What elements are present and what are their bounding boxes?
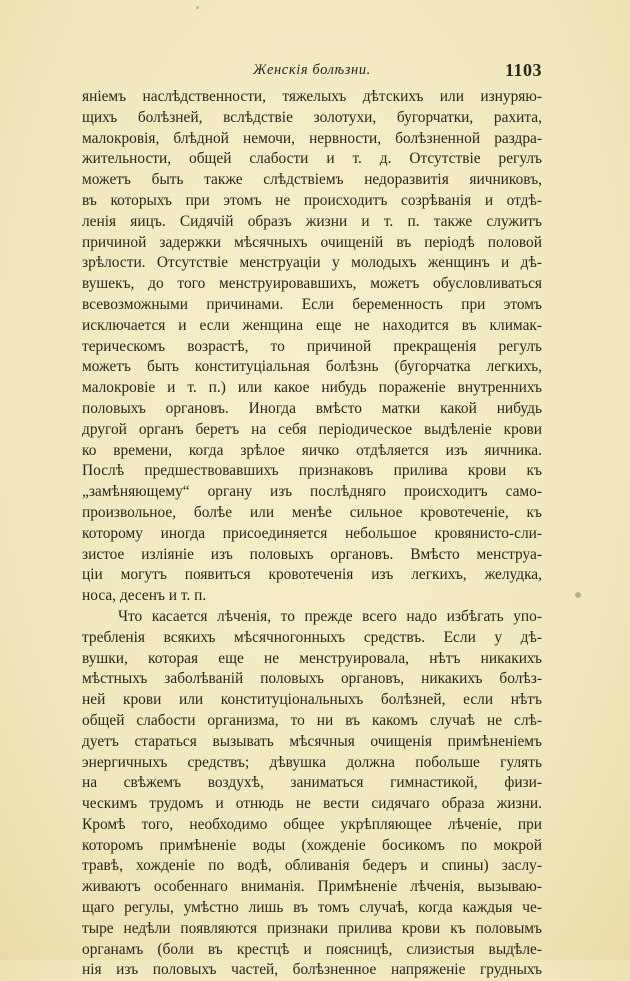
text-line: ческимъ трудомъ и отнюдь не вести сидячаго образа жизни.: [82, 795, 542, 813]
text-line: щаго регулы, умѣстно лишь въ томъ случаѣ, когда каждыя че-: [82, 899, 542, 917]
text-line: общей слабости организма, то ни въ какомъ случаѣ не слѣ-: [82, 711, 542, 729]
text-line: вушекъ, до того менструировавшихъ, можетъ обусловливаться: [82, 275, 542, 293]
text-line: малокровіе и т. п.) или какое нибудь пораженіе внутреннихъ: [82, 379, 542, 397]
text-line: причиной задержки мѣсячныхъ очищеній въ періодѣ половой: [82, 233, 542, 251]
text-line: въ которыхъ при этомъ не происходитъ созрѣванія и отдѣ-: [82, 191, 542, 209]
text-line: Послѣ предшествовавшихъ признаковъ прилива крови къ: [82, 462, 542, 480]
text-line: терическомъ возрастѣ, то причиной прекращенія регулъ: [82, 337, 542, 355]
text-line: ціи могутъ появиться кровотеченія изъ легкихъ, желудка,: [82, 566, 542, 584]
text-line: исключается и если женщина еще не находится въ климак-: [82, 316, 542, 334]
page-number: 1103: [504, 60, 542, 80]
text-line: которомъ примѣненіе воды (хожденіе босикомъ по мокрой: [82, 836, 542, 854]
text-line: ко времени, когда зрѣлое яичко отдѣляется изъ яичника.: [82, 441, 542, 459]
text-line: ленія яицъ. Сидячій образъ жизни и т. п. также служитъ: [82, 212, 542, 230]
text-line: „замѣняющему“ органу изъ послѣдняго происходитъ само-: [82, 483, 542, 501]
text-line: тыре недѣли появляются признаки прилива крови къ половымъ: [82, 919, 542, 937]
paper-speck: [196, 6, 199, 9]
text-line: вушки, которая еще не менструировала, нѣтъ никакихъ: [82, 649, 542, 667]
text-line: жительности, общей слабости и т. д. Отсутствіе регулъ: [82, 150, 542, 168]
text-line: травѣ, хожденіе по водѣ, обливанія бедеръ и спины) заслу-: [82, 857, 542, 875]
text-line: другой органъ беретъ на себя періодическое выдѣленіе крови: [82, 420, 542, 438]
text-line: всевозможными причинами. Если беременность при этомъ: [82, 295, 542, 313]
text-line: дуетъ стараться вызывать мѣсячныя очищенія примѣненіемъ: [82, 732, 542, 750]
paragraph-end-line: носа, десенъ и т. п.: [82, 587, 207, 605]
body-text: [82, 87, 542, 981]
text-line: на свѣжемъ воздухѣ, заниматься гимнастикой, физи-: [82, 774, 542, 792]
text-line: можетъ быть конституціальная болѣзнь (бугорчатка легкихъ,: [82, 358, 542, 376]
text-line: требленія всякихъ мѣсячногонныхъ средствъ. Если у дѣ-: [82, 628, 542, 646]
text-line: произвольное, болѣе или менѣе сильное кровотеченіе, къ: [82, 503, 542, 521]
text-line: живаютъ особеннаго вниманія. Примѣненіе лѣченія, вызываю-: [82, 878, 542, 896]
text-line: яніемъ наслѣдственности, тяжелыхъ дѣтскихъ или изнуряю-: [82, 88, 542, 105]
text-line: Кромѣ того, необходимо общее укрѣпляющее лѣченіе, при: [82, 815, 542, 833]
paper-speck: [575, 592, 581, 598]
running-title: Женскія болѣзни.: [253, 62, 371, 78]
text-line: ней крови или конституціональныхъ болѣзней, если нѣтъ: [82, 691, 542, 709]
text-line: можетъ быть также слѣдствіемъ недоразвитія яичниковъ,: [82, 171, 542, 189]
text-line: мѣстныхъ заболѣваній половыхъ органовъ, никакихъ болѣз-: [82, 670, 542, 688]
text-line: органамъ (боли въ крестцѣ и поясницѣ, слизистыя выдѣле-: [82, 940, 542, 958]
text-line: зрѣлости. Отсутствіе менструаціи у молодыхъ женщинъ и дѣ-: [82, 254, 542, 272]
text-line: энергичныхъ средствъ; дѣвушка должна побольше гулять: [82, 753, 542, 771]
running-head: [82, 60, 542, 84]
text-line: малокровія, блѣдной немочи, нервности, болѣзненной раздра-: [82, 129, 542, 147]
text-line: которому иногда присоединяется небольшое кровянисто-сли-: [82, 524, 542, 542]
text-line: нія изъ половыхъ частей, болѣзненное напряженіе грудныхъ: [82, 961, 542, 979]
paragraph-start-line: Что касается лѣченія, то прежде всего надо избѣгать упо-: [118, 607, 542, 625]
text-line: зистое изліяніе изъ половыхъ органовъ. Вмѣсто менструа-: [82, 545, 542, 563]
text-line: щихъ болѣзней, вслѣдствіе золотухи, бугорчатки, рахита,: [82, 108, 542, 126]
text-line: половыхъ органовъ. Иногда вмѣсто матки какой нибудь: [82, 399, 542, 417]
